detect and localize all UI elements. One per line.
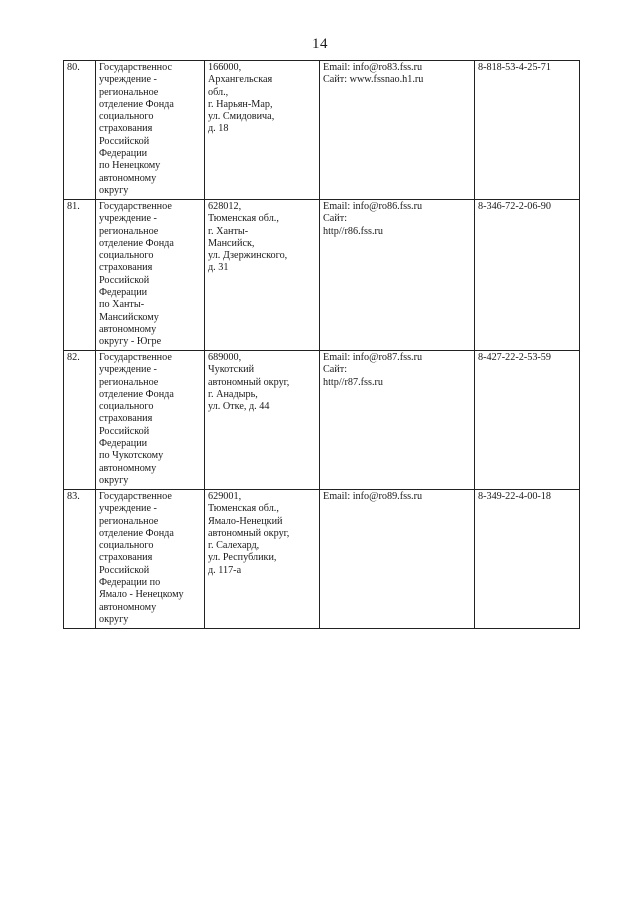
address-line: Мансийск,	[208, 237, 255, 249]
organization-cell	[96, 351, 205, 490]
organization-line: региональное	[99, 376, 159, 388]
website-label: Сайт:	[323, 364, 348, 376]
website-label: Сайт:	[323, 213, 348, 225]
organization-line: учреждение -	[99, 74, 157, 86]
address-line: г. Ханты-	[208, 225, 249, 237]
organization-line: отделение Фонда	[99, 527, 174, 539]
row-number: 83.	[67, 491, 80, 502]
address-line: д. 117-а	[208, 564, 242, 576]
address-line: Тюменская обл.,	[208, 503, 279, 515]
address-line: Ямало-Ненецкий	[208, 515, 283, 527]
organization-line: учреждение -	[99, 503, 157, 515]
organization-line: Государственное	[99, 352, 172, 363]
address-line: Чукотский	[208, 364, 255, 376]
organization-line: по Ханты-	[99, 299, 145, 311]
phone-cell	[475, 61, 580, 200]
organization-line: региональное	[99, 225, 159, 237]
address-line: автономный округ,	[208, 376, 290, 388]
website-text: Сайт: www.fssnao.h1.ru	[323, 74, 424, 86]
organization-cell	[96, 490, 205, 629]
address-line: д. 31	[208, 262, 229, 274]
contacts-cell	[320, 200, 475, 351]
organization-line: Федерации по	[99, 577, 161, 589]
website-text: http//r86.fss.ru	[323, 225, 383, 237]
email-text: Email: info@ro89.fss.ru	[323, 491, 423, 502]
organization-line: социального	[99, 111, 154, 123]
page-number: 14	[312, 36, 328, 52]
address-cell	[205, 351, 320, 490]
organization-line: по Ненецкому	[99, 160, 161, 172]
row-number-cell	[64, 490, 96, 629]
address-cell	[205, 200, 320, 351]
table-row	[64, 61, 580, 200]
phone-cell	[475, 351, 580, 490]
phone-number: 8-818-53-4-25-71	[478, 62, 551, 73]
address-line: г. Анадырь,	[208, 388, 258, 400]
organization-line: Российской	[99, 425, 150, 437]
contacts-cell	[320, 351, 475, 490]
organization-line: Российской	[99, 135, 150, 147]
row-number: 82.	[67, 352, 80, 363]
address-cell	[205, 490, 320, 629]
organization-line: автономному	[99, 172, 157, 184]
address-line: Тюменская обл.,	[208, 213, 279, 225]
address-line: 628012,	[208, 201, 242, 212]
organization-line: автономному	[99, 323, 157, 335]
address-line: 689000,	[208, 352, 242, 363]
fss-offices-table	[63, 60, 580, 629]
organization-line: региональное	[99, 86, 159, 98]
organization-cell	[96, 61, 205, 200]
row-number-cell	[64, 351, 96, 490]
organization-line: округу	[99, 613, 129, 625]
table-row	[64, 490, 580, 629]
organization-line: социального	[99, 401, 154, 413]
row-number: 81.	[67, 201, 80, 212]
address-line: Архангельская	[208, 74, 273, 86]
organization-line: учреждение -	[99, 364, 157, 376]
contacts-cell	[320, 490, 475, 629]
organization-line: региональное	[99, 515, 159, 527]
organization-line: округу - Югре	[99, 336, 162, 348]
organization-line: Федерации	[99, 438, 148, 450]
organization-line: по Чукотскому	[99, 450, 164, 462]
organization-line: социального	[99, 250, 154, 262]
address-line: д. 18	[208, 123, 229, 135]
organization-line: Государственнос	[99, 62, 172, 73]
email-text: Email: info@ro87.fss.ru	[323, 352, 423, 363]
organization-line: Ямало - Ненецкому	[99, 589, 184, 601]
organization-line: Федерации	[99, 148, 148, 160]
phone-number: 8-349-22-4-00-18	[478, 491, 551, 502]
address-line: г. Салехард,	[208, 540, 260, 552]
organization-line: автономному	[99, 601, 157, 613]
table-row	[64, 351, 580, 490]
organization-line: отделение Фонда	[99, 388, 174, 400]
address-line: ул. Дзержинского,	[208, 250, 288, 262]
table-row	[64, 200, 580, 351]
organization-line: округу	[99, 184, 129, 196]
email-text: Email: info@ro83.fss.ru	[323, 62, 423, 73]
address-cell	[205, 61, 320, 200]
address-line: обл.,	[208, 86, 229, 98]
organization-line: округу	[99, 474, 129, 486]
organization-line: Мансийскому	[99, 311, 159, 323]
organization-line: социального	[99, 540, 154, 552]
address-line: ул. Отке, д. 44	[208, 401, 270, 413]
address-line: ул. Республики,	[208, 552, 277, 564]
organization-line: страхования	[99, 123, 153, 135]
organization-cell	[96, 200, 205, 351]
address-line: 629001,	[208, 491, 242, 502]
organization-line: Федерации	[99, 287, 148, 299]
organization-line: Государственное	[99, 491, 172, 502]
organization-line: автономному	[99, 462, 157, 474]
organization-line: страхования	[99, 262, 153, 274]
address-line: ул. Смидовича,	[208, 111, 275, 123]
organization-line: страхования	[99, 413, 153, 425]
organization-line: Российской	[99, 564, 150, 576]
organization-line: отделение Фонда	[99, 98, 174, 110]
phone-cell	[475, 200, 580, 351]
row-number: 80.	[67, 62, 80, 73]
organization-line: учреждение -	[99, 213, 157, 225]
phone-number: 8-427-22-2-53-59	[478, 352, 551, 363]
row-number-cell	[64, 200, 96, 351]
organization-line: Российской	[99, 274, 150, 286]
row-number-cell	[64, 61, 96, 200]
organization-line: отделение Фонда	[99, 237, 174, 249]
contacts-cell	[320, 61, 475, 200]
website-text: http//r87.fss.ru	[323, 376, 383, 388]
address-line: 166000,	[208, 62, 242, 73]
organization-line: Государственное	[99, 201, 172, 212]
phone-number: 8-346-72-2-06-90	[478, 201, 551, 212]
address-line: автономный округ,	[208, 527, 290, 539]
email-text: Email: info@ro86.fss.ru	[323, 201, 423, 212]
organization-line: страхования	[99, 552, 153, 564]
phone-cell	[475, 490, 580, 629]
address-line: г. Нарьян-Мар,	[208, 98, 273, 110]
